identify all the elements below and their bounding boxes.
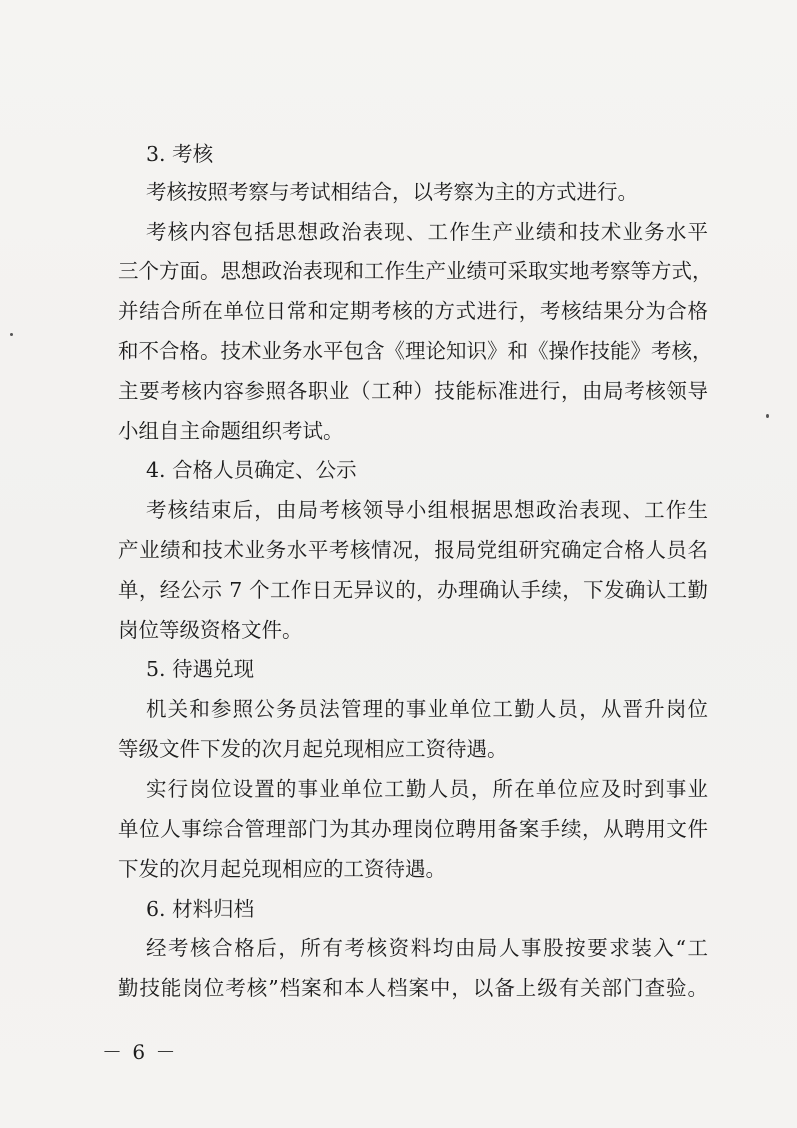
paragraph-line: 单位人事综合管理部门为其办理岗位聘用备案手续，从聘用文件 [118,817,708,841]
paragraph-line: 勤技能岗位考核”档案和本人档案中，以备上级有关部门查验。 [118,976,708,1000]
scan-speck [10,333,13,336]
paragraph-line: 主要考核内容参照各职业（工种）技能标准进行，由局考核领导 [118,379,708,403]
paragraph-line: 小组自主命题组织考试。 [118,419,344,443]
heading-treatment: 5. 待遇兑现 [146,657,255,681]
paragraph-line: 下发的次月起兑现相应的工资待遇。 [118,857,446,881]
paragraph-line: 并结合所在单位日常和定期考核的方式进行，考核结果分为合格 [118,299,708,323]
paragraph-line: 机关和参照公务员法管理的事业单位工勤人员，从晋升岗位 [146,697,708,721]
paragraph-line: 产业绩和技术业务水平考核情况，报局党组研究确定合格人员名 [118,538,708,562]
heading-archiving: 6. 材料归档 [146,897,255,921]
paragraph-line: 三个方面。思想政治表现和工作生产业绩可采取实地考察等方式， [118,259,713,283]
paragraph-line: 经考核合格后，所有考核资料均由局人事股按要求装入“工 [146,936,708,960]
heading-qualified-personnel: 4. 合格人员确定、公示 [146,458,357,482]
scan-speck [766,414,769,418]
paragraph-line: 实行岗位设置的事业单位工勤人员，所在单位应及时到事业 [146,777,708,801]
paragraph-line: 岗位等级资格文件。 [118,618,303,642]
heading-assessment: 3. 考核 [146,142,214,166]
paragraph-line: 和不合格。技术业务水平包含《理论知识》和《操作技能》考核， [118,339,713,363]
paragraph-line: 考核内容包括思想政治表现、工作生产业绩和技术业务水平 [146,220,708,244]
paragraph-line: 考核结束后，由局考核领导小组根据思想政治表现、工作生 [146,498,708,522]
page-number: － 6 － [102,1040,178,1064]
paragraph-line: 考核按照考察与考试相结合，以考察为主的方式进行。 [146,180,638,204]
paragraph-line: 等级文件下发的次月起兑现相应工资待遇。 [118,737,508,761]
paragraph-line: 单，经公示 7 个工作日无异议的，办理确认手续，下发确认工勤 [118,578,708,602]
